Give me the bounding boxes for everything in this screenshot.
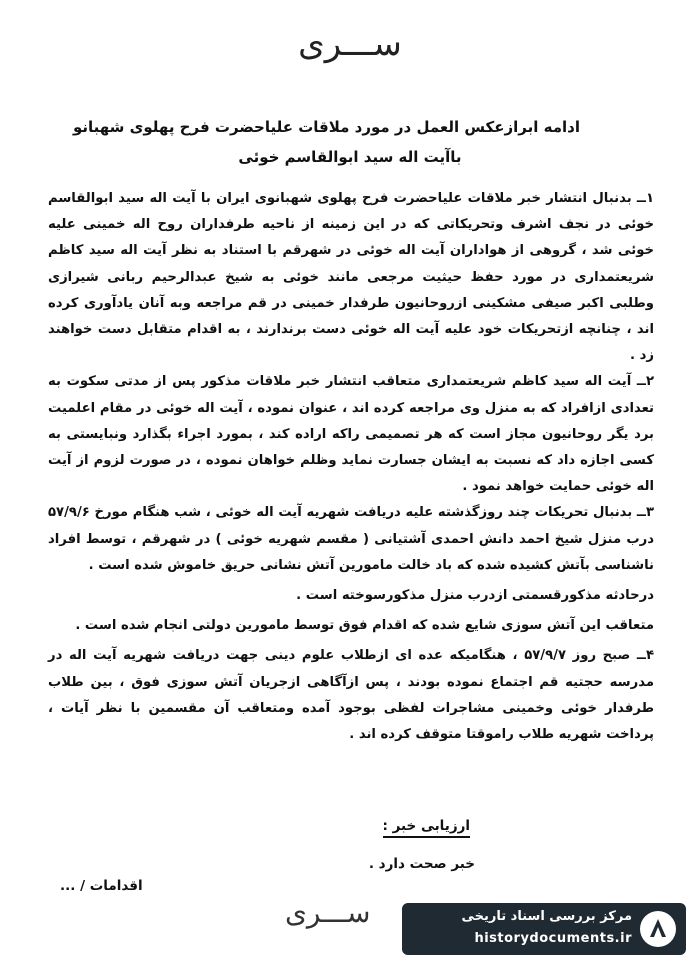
paragraph-4: ۴ــ صبح روز ۵۷/۹/۷ ، هنگامیکه عده ای ازطلاب علوم دینی جهت دریافت شهریه آیت اله در مدرسه حجتیه قم اجتماع نموده بودند ، پس ازآگاهی ازجریان آتش سوزی فوق ، بین طلاب طرفدار خوئی وخمینی مشاجرات لفظی بوجود آمده ومتعاقب آن مقسمین با نظر آیات ، پرداخت شهریه طلاب راموقتا متوقف کرده اند . bbox=[48, 648, 654, 743]
paragraph-3: ۳ــ بدنبال تحریکات چند روزگذشته علیه دریافت شهریه آیت اله خوئی ، شب هنگام مورخ ۵۷/۹/۶ درب منزل شیخ احمد دانش احمدی آشتیانی ( مقسم شهریه خوئی ) در شهرقم ، توسط افراد ناشناسی بآتش کشیده شده که باد خالت مامورین آتش نشانی حریق خاموش شده است . bbox=[48, 505, 654, 573]
document-body bbox=[48, 186, 654, 748]
evaluation-text: خبر صحت دارد . bbox=[368, 856, 475, 872]
paragraph-3-note-2: متعاقب این آتش سوزی شایع شده که اقدام فوق توسط مامورین دولتی انجام شده است . bbox=[75, 618, 654, 634]
archive-name: مرکز بررسی اسناد تاریخی bbox=[461, 909, 632, 924]
paragraph-3-note-1: درحادثه مذکورقسمتی ازدرب منزل مذکورسوخته است . bbox=[296, 588, 654, 604]
document-heading-line1: ادامه ابرازعکس العمل در مورد ملاقات علیاحضرت فرح پهلوی شهبانو bbox=[72, 118, 580, 136]
paragraph-1: ۱ــ بدنبال انتشار خبر ملاقات علیاحضرت فرح پهلوی شهبانوی ایران با آیت اله سید ابوالقاسم خوئی در نجف اشرف وتحریکاتی که در این زمینه از ناحیه طرفداران روح اله خمینی علیه خوئی شد ، گروهی از هواداران آیت اله خوئی در شهرقم با استناد به نظر آیت اله سید کاظم شریعتمداری در مورد حفظ حیثیت مرجعی مانند خوئی به شیخ عبدالرحیم ربانی شیرازی وطلبی اکبر صیفی مشکینی ازروحانیون طرفدار خمینی در قم مراجعه وبه آنان یادآوری کرده اند ، چنانچه ازتحریکات خود علیه آیت اله خوئی دست برندارند ، به اقدام متقابل دست خواهند زد . bbox=[48, 191, 654, 364]
archive-logo-icon bbox=[638, 909, 678, 949]
classification-stamp-top: ســـری bbox=[298, 24, 402, 64]
document-heading-line2: باآیت اله سید ابوالقاسم خوئی bbox=[238, 148, 462, 166]
evaluation-label: ارزیابی خبر : bbox=[383, 818, 470, 838]
archive-watermark bbox=[402, 903, 686, 955]
classification-stamp-bottom: ســـری bbox=[285, 896, 371, 929]
actions-label: اقدامات / ... bbox=[60, 878, 143, 894]
paragraph-2: ۲ــ آیت اله سید کاظم شریعتمداری متعاقب انتشار خبر ملاقات مذکور پس از مدتی سکوت به تعدادی ازافراد که به منزل وی مراجعه کرده اند ، عنوان نموده ، آیت اله خوئی در مقام اعلمیت برد یگر روحانیون مجاز است که هر تصمیمی راکه اراده کند ، بمورد اجراء بگذارد ونبایستی به کسی اجازه داد که نسبت به ایشان جسارت نماید وظلم خواهان نموده ، در صورت لزوم از آیت اله خوئی حمایت خواهد نمود . bbox=[48, 374, 654, 495]
archive-url: historydocuments.ir bbox=[474, 931, 632, 946]
